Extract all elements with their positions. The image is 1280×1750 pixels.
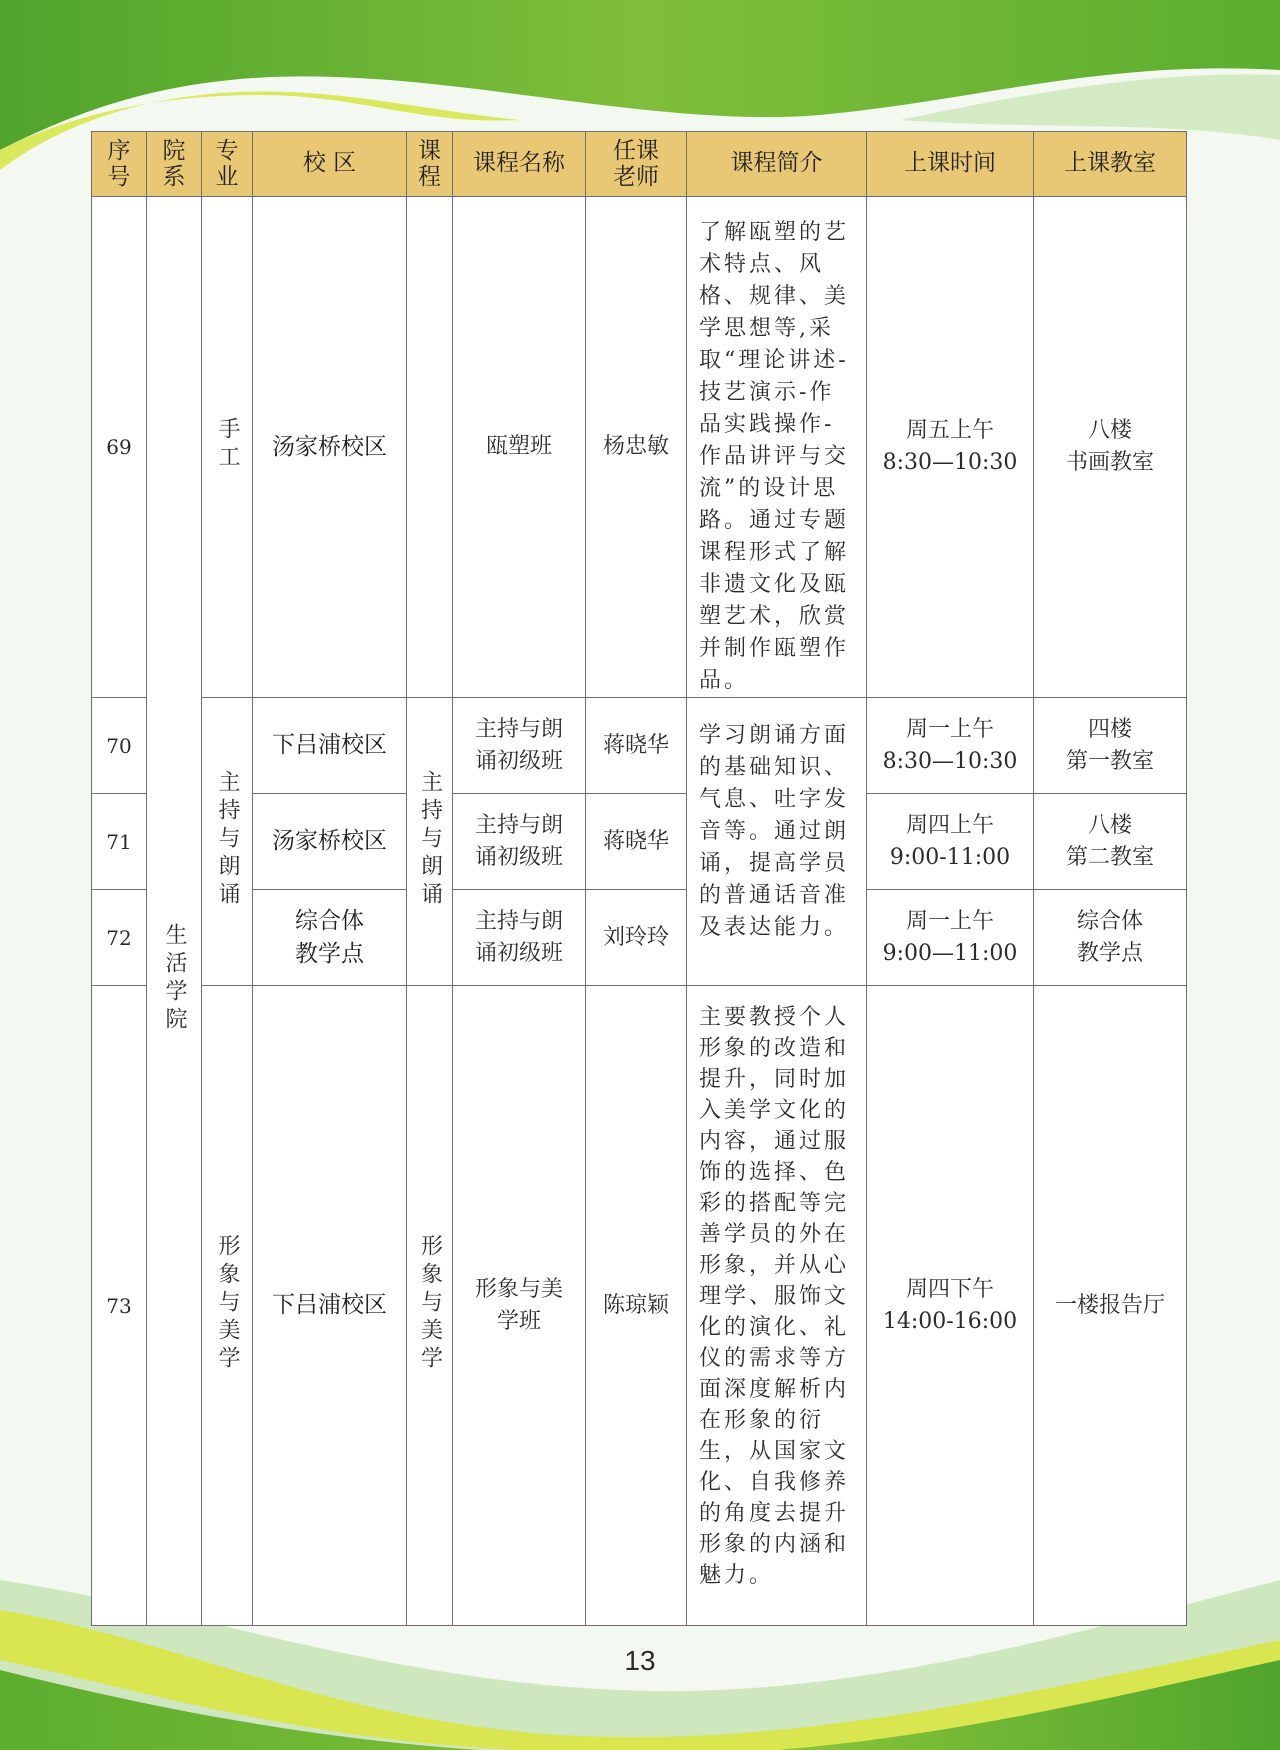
time-day: 周四下午 (905, 1276, 994, 1302)
row-seq: 71 (92, 794, 147, 890)
time-hours: 8:30—10:30 (882, 450, 1018, 475)
intro-cell: 了解瓯塑的艺术特点、风格、规律、美学思想等,采取“理论讲述-技艺演示-作品实践操作-作品讲评与交流”的设计思路。通过专题课程形式了解非遗文化及瓯塑艺术，欣赏并制作瓯塑作品。 (687, 197, 867, 698)
course-name-cell: 主持与朗 诵初级班 (453, 890, 586, 986)
table-header-row (92, 132, 1187, 197)
time-cell (867, 794, 1034, 890)
campus-cell: 下吕浦校区 (253, 986, 407, 1626)
time-day: 周一上午 (905, 908, 994, 934)
header-course: 课程 (407, 132, 453, 197)
header-intro: 课程简介 (687, 132, 867, 197)
course-name-cell: 形象与美 学班 (453, 986, 586, 1626)
time-day: 周五上午 (905, 418, 994, 444)
teacher-cell: 杨忠敏 (586, 197, 687, 698)
campus-cell: 综合体 教学点 (253, 890, 407, 986)
room-line: 八楼 (1087, 418, 1132, 444)
campus-cell: 汤家桥校区 (253, 794, 407, 890)
room-cell (1034, 794, 1187, 890)
table-row (92, 698, 1187, 794)
campus-cell: 汤家桥校区 (253, 197, 407, 698)
header-department: 院系 (147, 132, 202, 197)
header-campus: 校 区 (253, 132, 407, 197)
header-seq: 序号 (92, 132, 147, 197)
header-room: 上课教室 (1034, 132, 1187, 197)
time-cell (867, 890, 1034, 986)
table-row (92, 986, 1187, 1626)
time-hours: 14:00-16:00 (882, 1308, 1018, 1334)
time-hours: 9:00—11:00 (882, 940, 1018, 966)
room-line: 教学点 (1076, 940, 1143, 966)
time-cell (867, 986, 1034, 1626)
room-line: 第二教室 (1065, 844, 1154, 870)
course-cell (407, 197, 453, 698)
table-row (92, 197, 1187, 698)
room-line: 第一教室 (1065, 748, 1154, 774)
room-line: 综合体 (1076, 908, 1143, 934)
time-cell (867, 698, 1034, 794)
room-line: 四楼 (1087, 716, 1132, 742)
time-hours: 8:30—10:30 (882, 748, 1018, 774)
course-cell: 形象与美学 (407, 986, 453, 1626)
page-number: 13 (624, 1645, 656, 1676)
course-schedule-table (91, 131, 1187, 1626)
row-seq: 73 (92, 986, 147, 1626)
major-cell: 形象与美学 (202, 986, 253, 1626)
major-cell: 手工 (202, 197, 253, 698)
teacher-cell: 陈琼颖 (586, 986, 687, 1626)
intro-cell: 主要教授个人形象的改造和提升，同时加入美学文化的内容，通过服饰的选择、色彩的搭配等完善学员的外在形象，并从心理学、服饰文化的演化、礼仪的需求等方面深度解析内在形象的衍生，从国家文化、自我修养的角度去提升形象的内涵和魅力。 (687, 986, 867, 1626)
course-name-cell: 主持与朗 诵初级班 (453, 698, 586, 794)
course-cell: 主持与朗诵 (407, 698, 453, 986)
time-cell (867, 197, 1034, 698)
major-cell: 主持与朗诵 (202, 698, 253, 986)
course-name-cell: 主持与朗 诵初级班 (453, 794, 586, 890)
time-day: 周一上午 (905, 716, 994, 742)
header-major: 专业 (202, 132, 253, 197)
row-seq: 72 (92, 890, 147, 986)
teacher-cell: 蒋晓华 (586, 794, 687, 890)
room-line: 书画教室 (1065, 450, 1154, 475)
header-teacher: 任课老师 (586, 132, 687, 197)
header-time: 上课时间 (867, 132, 1034, 197)
room-line: 八楼 (1087, 812, 1132, 838)
room-cell (1034, 698, 1187, 794)
campus-cell: 下吕浦校区 (253, 698, 407, 794)
header-course-name: 课程名称 (453, 132, 586, 197)
row-seq: 69 (92, 197, 147, 698)
room-cell (1034, 197, 1187, 698)
time-day: 周四上午 (905, 812, 994, 838)
intro-cell: 学习朗诵方面的基础知识、气息、吐字发音等。通过朗诵，提高学员的普通话音准及表达能力。 (687, 698, 867, 986)
time-hours: 9:00-11:00 (889, 844, 1011, 870)
room-cell: 一楼报告厅 (1034, 986, 1187, 1626)
row-seq: 70 (92, 698, 147, 794)
course-name-cell: 瓯塑班 (453, 197, 586, 698)
table-row (92, 794, 1187, 890)
teacher-cell: 蒋晓华 (586, 698, 687, 794)
room-cell (1034, 890, 1187, 986)
teacher-cell: 刘玲玲 (586, 890, 687, 986)
table-row (92, 890, 1187, 986)
department-cell: 生活学院 (147, 197, 202, 1626)
